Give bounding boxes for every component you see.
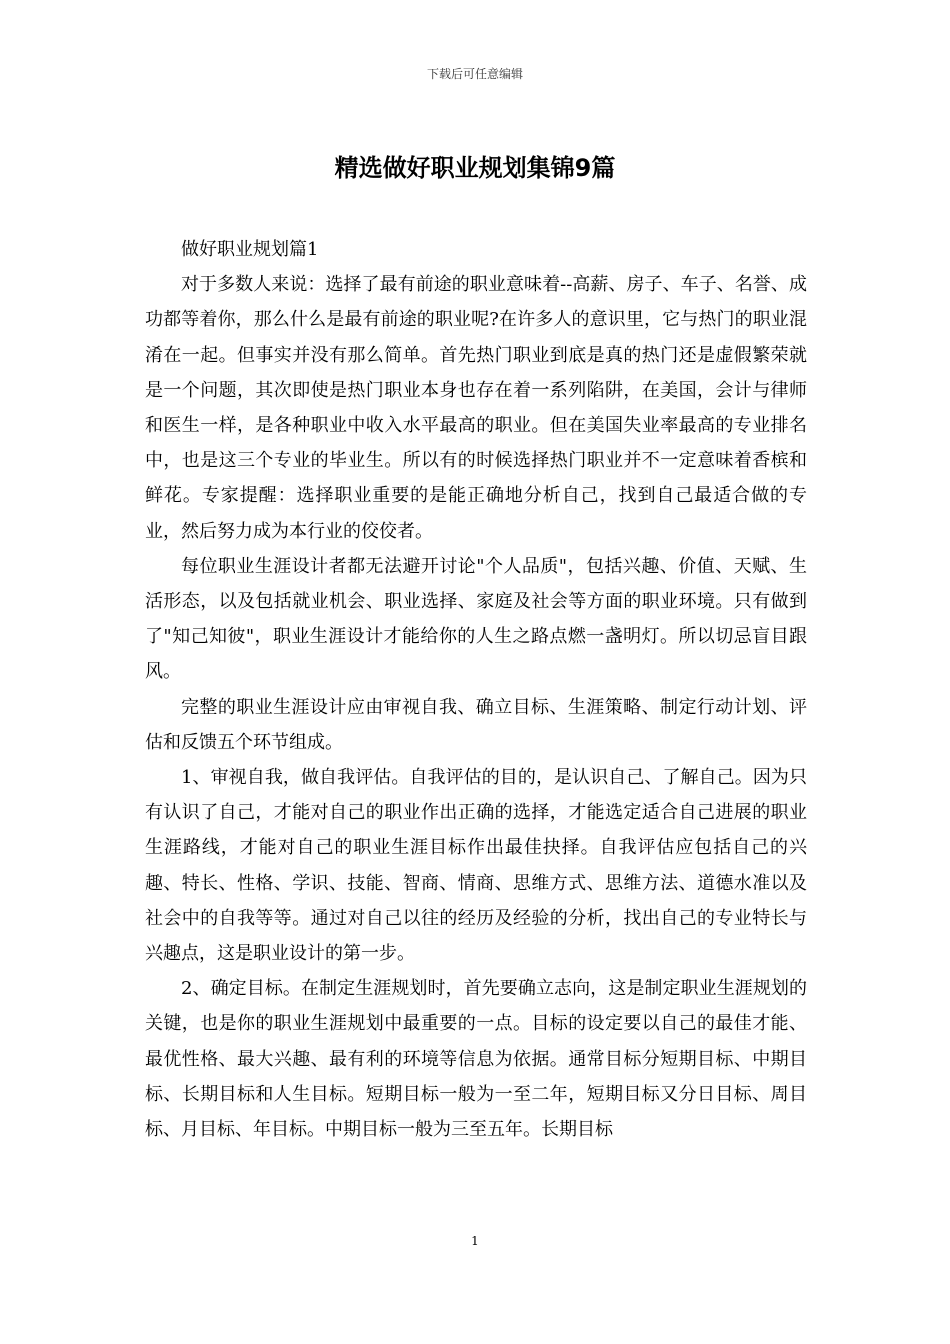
body-paragraph: 2、确定目标。在制定生涯规划时，首先要确立志向，这是制定职业生涯规划的关键，也是你的职业生涯规划中最重要的一点。目标的设定要以自己的最佳才能、最优性格、最大兴趣、最有利的环境等信息为依据。通常目标分短期目标、中期目标、长期目标和人生目标。短期目标一般为一至二年，短期目标又分日目标、周目标、月目标、年目标。中期目标一般为三至五年。长期目标: [145, 978, 807, 1141]
body-paragraph: 每位职业生涯设计者都无法避开讨论"个人品质"，包括兴趣、价值、天赋、生活形态，以及包括就业机会、职业选择、家庭及社会等方面的职业环境。只有做到了"知己知彼"，职业生涯设计才能给你的人生之路点燃一盏明灯。所以切忌盲目跟风。: [145, 555, 807, 683]
body-paragraph: 1、审视自我，做自我评估。自我评估的目的，是认识自己、了解自己。因为只有认识了自己，才能对自己的职业作出正确的选择，才能选定适合自己进展的职业生涯路线，才能对自己的职业生涯目标作出最佳抉择。自我评估应包括自己的兴趣、特长、性格、学识、技能、智商、情商、思维方式、思维方法、道德水准以及社会中的自我等等。通过对自己以往的经历及经验的分析，找出自己的专业特长与兴趣点，这是职业设计的第一步。: [145, 767, 807, 965]
section-heading: 做好职业规划篇1: [181, 239, 319, 260]
body-paragraph: 完整的职业生涯设计应由审视自我、确立目标、生涯策略、制定行动计划、评估和反馈五个环节组成。: [145, 696, 807, 753]
page-number: 1: [471, 1234, 479, 1248]
document-title: 精选做好职业规划集锦9篇: [334, 154, 616, 182]
body-paragraph: 对于多数人来说：选择了最有前途的职业意味着--高薪、房子、车子、名誉、成功都等着你，那么什么是最有前途的职业呢?在许多人的意识里，它与热门的职业混淆在一起。但事实并没有那么简单。首先热门职业到底是真的热门还是虚假繁荣就是一个问题，其次即使是热门职业本身也存在着一系列陷阱，在美国，会计与律师和医生一样，是各种职业中收入水平最高的职业。但在美国失业率最高的专业排名中，也是这三个专业的毕业生。所以有的时候选择热门职业并不一定意味着香槟和鲜花。专家提醒：选择职业重要的是能正确地分析自己，找到自己最适合做的专业，然后努力成为本行业的佼佼者。: [145, 274, 807, 542]
header-note: 下载后可任意编辑: [426, 67, 523, 81]
document-body: [145, 232, 807, 1147]
